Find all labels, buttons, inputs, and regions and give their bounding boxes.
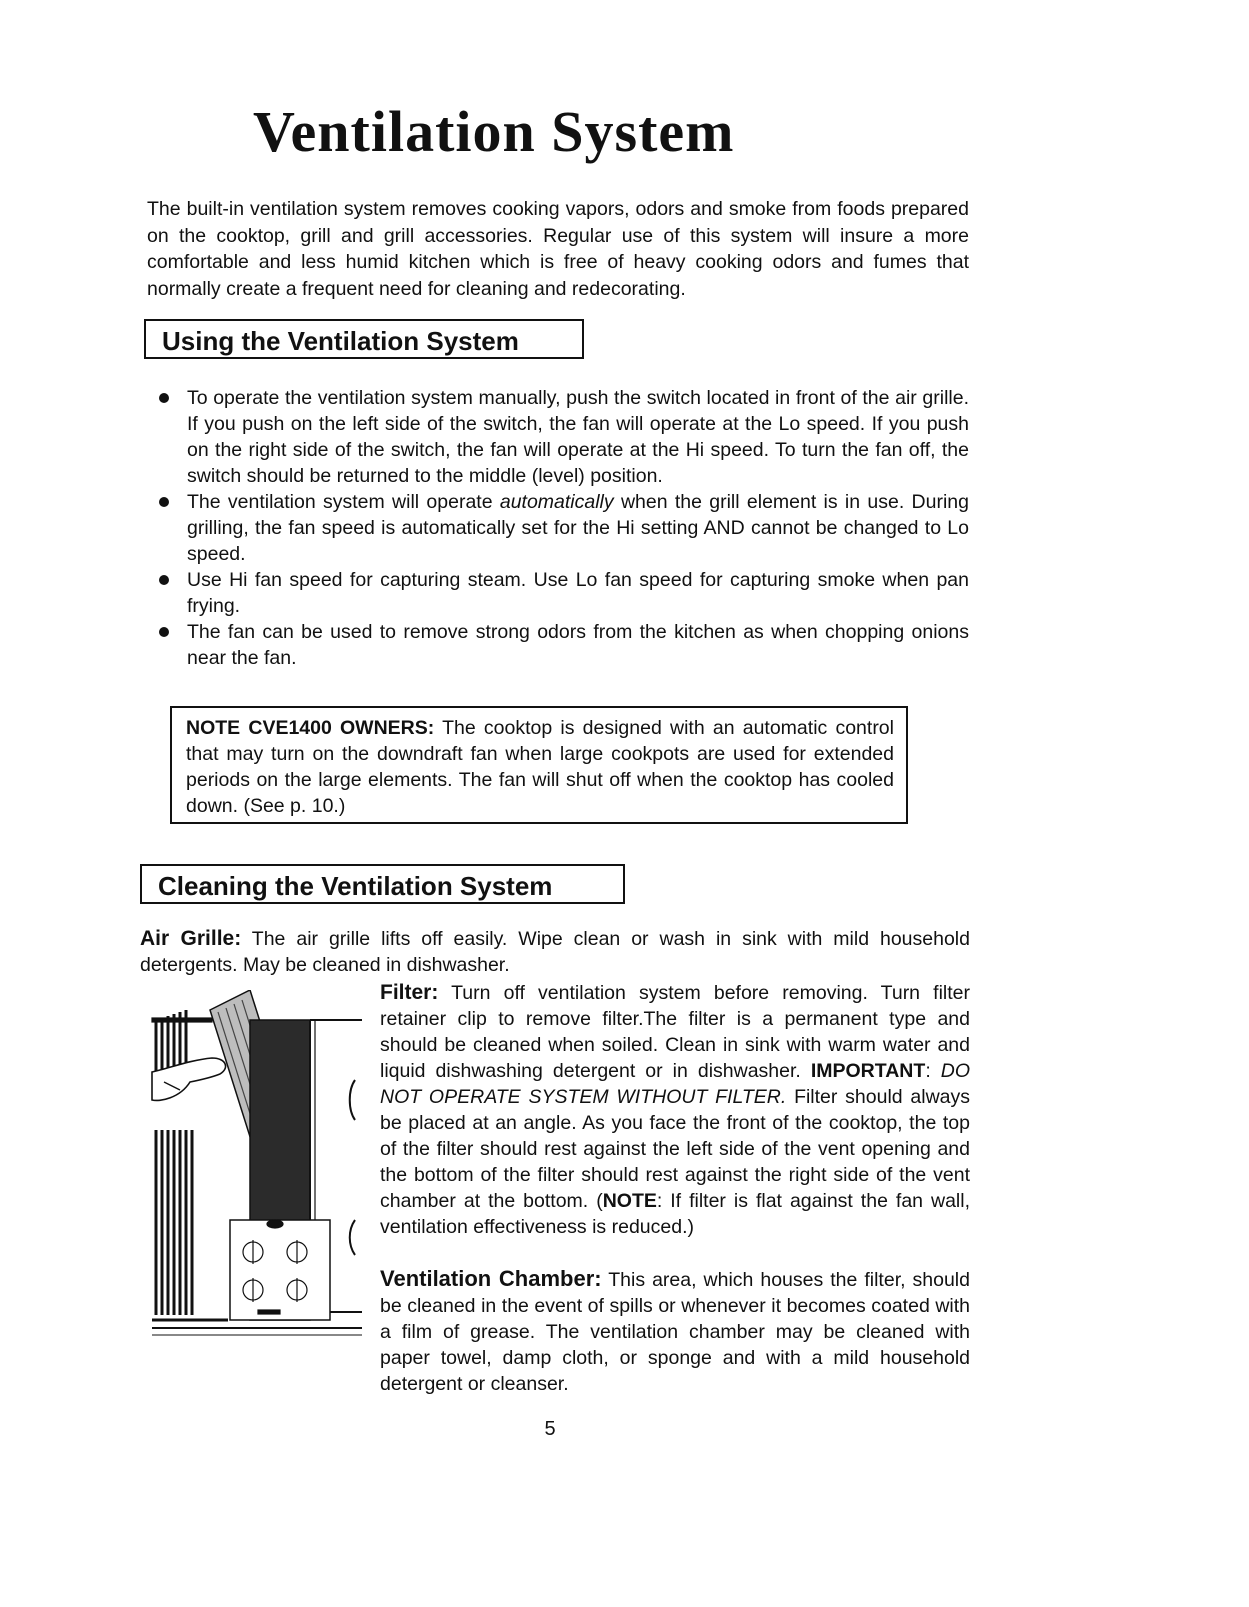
- filter-label: Filter:: [380, 981, 439, 1004]
- filter-text: Turn off ventilation system before removing. Turn filter retainer clip to remove filter.The filter is a permanent type and should be cleaned when soiled. Clean in sink with warm water and liquid dishwashing detergent or in dishwasher.: [380, 982, 970, 1082]
- list-item: [157, 385, 969, 489]
- bullet-icon: [159, 393, 169, 403]
- bullet-text: The ventilation system will operate: [187, 491, 500, 513]
- owner-note-box: [170, 706, 908, 824]
- grille-slats-icon: [152, 1010, 212, 1315]
- filter-paragraph: [380, 980, 970, 1240]
- filter-note-text: : If filter is flat against the fan wall, ventilation effectiveness is reduced.): [380, 1190, 970, 1238]
- note-label: NOTE CVE1400 OWNERS:: [186, 717, 435, 739]
- intro-paragraph: The built-in ventilation system removes cooking vapors, odors and smoke from foods prepared on the cooktop, grill and grill accessories. Regular use of this system will insure a more comfortable and less humid kitchen which is free of heavy cooking odors and fumes that normally create a frequent need for cleaning and redecorating.: [147, 198, 969, 300]
- bullet-text: The fan can be used to remove strong odors from the kitchen as when chopping onions near the fan.: [187, 621, 969, 669]
- bullet-text: To operate the ventilation system manually, push the switch located in front of the air grille. If you push on the left side of the switch, the fan will operate at the Lo speed. If you push on the right side of the switch, the fan will operate at the Hi speed. To turn the fan off, the switch should be returned to the middle (level) position.: [187, 387, 969, 487]
- important-warning: DO NOT OPERATE SYSTEM WITHOUT FILTER.: [380, 1060, 970, 1108]
- air-grille-text: The air grille lifts off easily. Wipe clean or wash in sink with mild household detergents. May be cleaned in dishwasher.: [140, 928, 970, 976]
- bullet-icon: [159, 497, 169, 507]
- page-number: 5: [544, 1418, 556, 1440]
- section-heading-cleaning: Cleaning the Ventilation System: [140, 864, 625, 904]
- control-panel-icon: [230, 1220, 330, 1320]
- air-grille-paragraph: [140, 926, 970, 978]
- bullet-icon: [159, 627, 169, 637]
- list-item: [157, 619, 969, 671]
- filter-note-label: NOTE: [602, 1190, 657, 1212]
- usage-bullet-list: [157, 385, 969, 671]
- page-title: Ventilation System: [253, 99, 735, 164]
- filter-placement-text: Filter should always be placed at an angle. As you face the front of the cooktop, the top of the filter should rest against the left side of the vent opening and the bottom of the filter should rest against the right side of the vent chamber at the bottom. (: [380, 1086, 971, 1212]
- bullet-icon: [159, 575, 169, 585]
- important-label: IMPORTANT: [810, 1060, 926, 1082]
- emphasis-text: automatically: [499, 491, 614, 513]
- cooktop-vent-illustration: [150, 990, 365, 1352]
- chamber-paragraph: [380, 1266, 970, 1397]
- important-separator: :: [925, 1060, 941, 1082]
- section-heading-using: Using the Ventilation System: [144, 319, 584, 359]
- bullet-text: Use Hi fan speed for capturing steam. Use Lo fan speed for capturing smoke when pan frying.: [187, 569, 969, 617]
- chamber-label: Ventilation Chamber:: [380, 1266, 602, 1291]
- chamber-text: This area, which houses the filter, should be cleaned in the event of spills or whenever it becomes coated with a film of grease. The ventilation chamber may be cleaned with paper towel, damp cloth, or sponge and with a mild household detergent or cleanser.: [380, 1269, 970, 1395]
- list-item: [157, 489, 969, 567]
- list-item: [157, 567, 969, 619]
- air-grille-label: Air Grille:: [140, 927, 242, 950]
- note-text: The cooktop is designed with an automatic control that may turn on the downdraft fan when large cookpots are used for extended periods on the large elements. The fan will shut off when the cooktop has cooled down. (See p. 10.): [186, 717, 894, 817]
- bullet-text: when the grill element is in use. During grilling, the fan speed is automatically set for the Hi setting AND cannot be changed to Lo speed.: [187, 491, 969, 565]
